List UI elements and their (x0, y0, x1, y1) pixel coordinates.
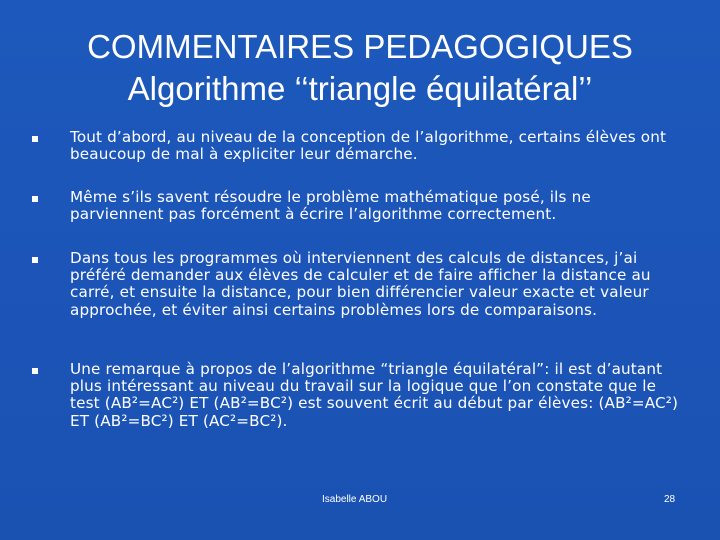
bullet-text: Une remarque à propos de l’algorithme “triangle équilatéral”: il est d’autant plus intéressant au niveau du travail sur la logique que l’on constate que le test (AB²=AC²) ET (AB²=BC²) est souvent écrit au début par élèves: (AB²=AC²) ET (AB²=BC²) ET (AC²=BC²). (70, 360, 679, 430)
slide-title-line-1: COMMENTAIRES PEDAGOGIQUES (87, 28, 633, 65)
slide-title-line-2: Algorithme ‘‘triangle équilatéral’’ (127, 70, 593, 107)
bullet-text: Dans tous les programmes où interviennent des calculs de distances, j’ai préféré demander aux élèves de calculer et de faire afficher la distance au carré, et ensuite la distance, pour bien différencier valeur exacte et valeur approchée, et éviter ainsi certains problèmes lors de comparaisons. (70, 249, 651, 319)
bullet-text: Même s’ils savent résoudre le problème mathématique posé, ils ne parviennent pas forcément à écrire l’algorithme correctement. (70, 188, 591, 224)
bullet-text: Tout d’abord, au niveau de la conception de l’algorithme, certains élèves ont beaucoup de mal à expliciter leur démarche. (70, 128, 667, 164)
slide-title (20, 26, 700, 110)
square-bullet-icon (32, 136, 38, 142)
square-bullet-icon (32, 196, 38, 202)
slide-number: 28 (664, 494, 676, 505)
footer-author: Isabelle ABOU (322, 494, 388, 505)
square-bullet-icon (32, 368, 38, 374)
square-bullet-icon (32, 257, 38, 263)
